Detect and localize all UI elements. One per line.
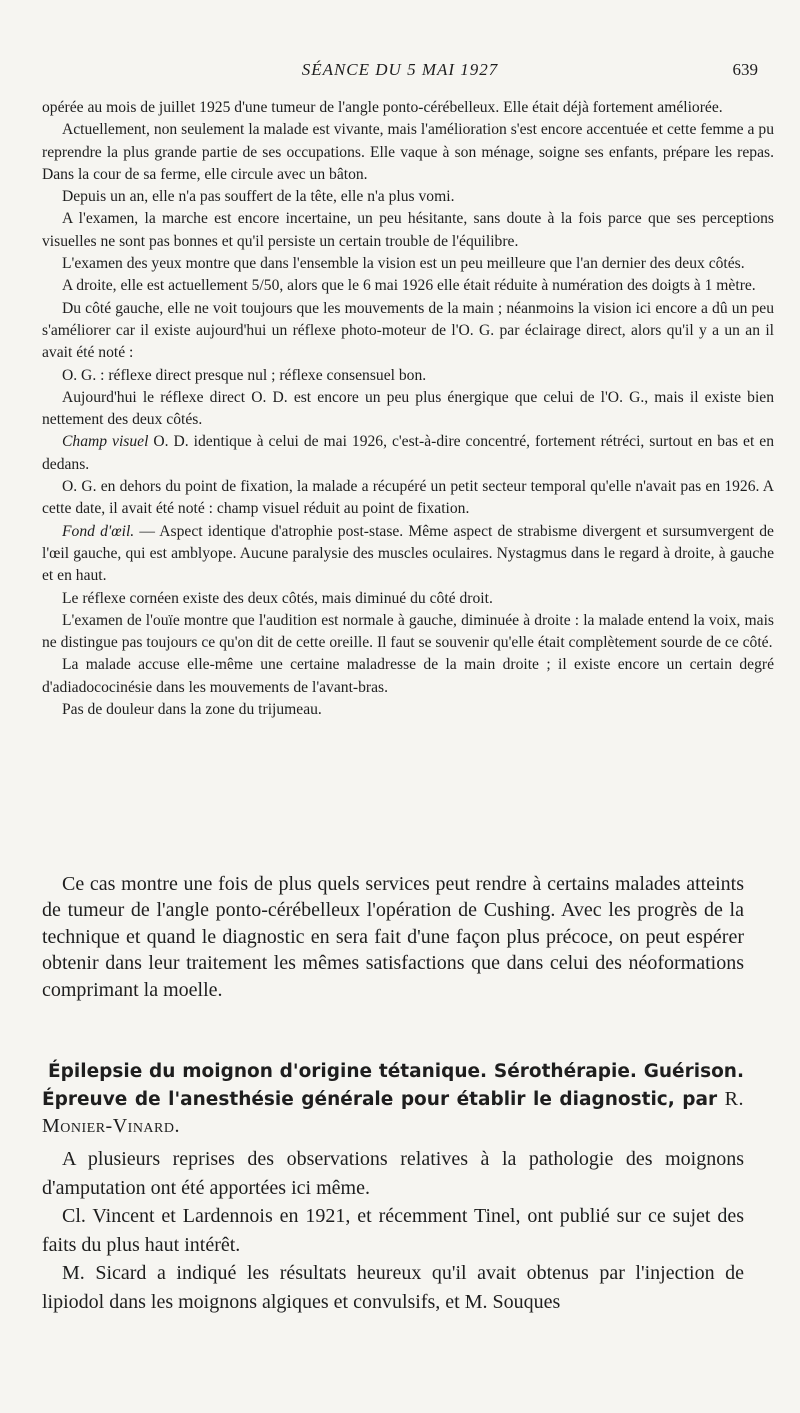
case-report-text	[42, 97, 774, 721]
paragraph: O. G. en dehors du point de fixation, la malade a récupéré un petit secteur temporal qu'elle n'avait pas en 1926. A cette date, il avait été noté : champ visuel réduit au point de fixation.	[42, 478, 774, 518]
paragraph: Fond d'œil. — Aspect identique d'atrophie post-stase. Même aspect de strabisme divergent et sursumvergent de l'œil gauche, qui est amblyope. Aucune paralysie des muscles oculaires. Nystagmus dans le regard à droite, à gauche et en haut.	[42, 522, 774, 585]
article-title: Épilepsie du moignon d'origine tétanique. Sérothérapie. Guérison. Épreuve de l'anesthésie générale pour établir le diagnostic, par	[42, 1061, 744, 1110]
paragraph: opérée au mois de juillet 1925 d'une tumeur de l'angle ponto-cérébelleux. Elle était déjà fortement améliorée.	[42, 99, 723, 116]
conclusion-text	[42, 871, 744, 1003]
article-author: R. Monier-Vinard.	[42, 1087, 744, 1137]
paragraph: Aujourd'hui le réflexe direct O. D. est encore un peu plus énergique que celui de l'O. G., mais il existe bien nettement des deux côtés.	[42, 388, 774, 429]
paragraph: M. Sicard a indiqué les résultats heureux qu'il avait obtenus par l'injection de lipiodol dans les moignons algiques et convulsifs, et M. Souques	[42, 1262, 744, 1313]
italic-label: Champ visuel	[62, 433, 149, 451]
italic-label: Fond d'œil.	[62, 522, 135, 540]
paragraph: La malade accuse elle-même une certaine maladresse de la main droite ; il existe encore un certain degré d'adiadococinésie dans les mouvements de l'avant-bras.	[42, 656, 774, 696]
running-header	[42, 60, 758, 84]
paragraph: Cl. Vincent et Lardennois en 1921, et récemment Tinel, ont publié sur ce sujet des faits du plus haut intérêt.	[42, 1205, 744, 1256]
paragraph: Le réflexe cornéen existe des deux côtés, mais diminué du côté droit.	[62, 589, 493, 607]
page-number: 639	[732, 60, 758, 79]
paragraph: A droite, elle est actuellement 5/50, alors que le 6 mai 1926 elle était réduite à numération des doigts à 1 mètre.	[62, 277, 756, 295]
paragraph: Depuis un an, elle n'a pas souffert de la tête, elle n'a plus vomi.	[62, 188, 455, 206]
paragraph: Ce cas montre une fois de plus quels services peut rendre à certains malades atteints de tumeur de l'angle ponto-cérébelleux l'opération de Cushing. Avec les progrès de la technique et quand le diagnostic en sera fait d'une façon plus précoce, on peut espérer obtenir dans leur traitement les mêmes satisfactions que dans celui des néoformations comprimant la moelle.	[42, 873, 744, 1001]
paragraph: Actuellement, non seulement la malade est vivante, mais l'amélioration s'est encore accentuée et cette femme a pu reprendre la plus grande partie de ses occupations. Elle vaque à son ménage, soigne ses enfants, prépare les repas. Dans la cour de sa ferme, elle circule avec un bâton.	[42, 121, 774, 183]
paragraph: L'examen de l'ouïe montre que l'audition est normale à gauche, diminuée à droite : la malade entend la voix, mais ne distingue pas toujours ce qu'on dit de cette oreille. Il faut se souvenir qu'elle était complètement sourde de ce côté.	[42, 611, 774, 652]
paragraph: Pas de douleur dans la zone du trijumeau.	[62, 701, 322, 719]
running-title: SÉANCE DU 5 MAI 1927	[301, 60, 499, 79]
article-body	[42, 1145, 744, 1317]
paragraph: Champ visuel O. D. identique à celui de mai 1926, c'est-à-dire concentré, fortement rétréci, surtout en bas et en dedans.	[42, 433, 774, 473]
paragraph: Du côté gauche, elle ne voit toujours que les mouvements de la main ; néanmoins la vision ici encore a dû un peu s'améliorer car il existe aujourd'hui un réflexe photo-moteur de l'O. G. par éclairage direct, alors qu'il y a un an il avait été noté :	[42, 299, 774, 362]
paragraph: O. G. : réflexe direct presque nul ; réflexe consensuel bon.	[62, 366, 427, 384]
paragraph: L'examen des yeux montre que dans l'ensemble la vision est un peu meilleure que l'an dernier des deux côtés.	[62, 255, 745, 273]
article-heading	[42, 1059, 744, 1141]
paragraph: A l'examen, la marche est encore incertaine, un peu hésitante, sans doute à la fois parce que ses perceptions visuelles ne sont pas bonnes et qu'il persiste un certain trouble de l'équilibre.	[42, 210, 774, 250]
paragraph: A plusieurs reprises des observations relatives à la pathologie des moignons d'amputation ont été apportées ici même.	[42, 1148, 744, 1199]
